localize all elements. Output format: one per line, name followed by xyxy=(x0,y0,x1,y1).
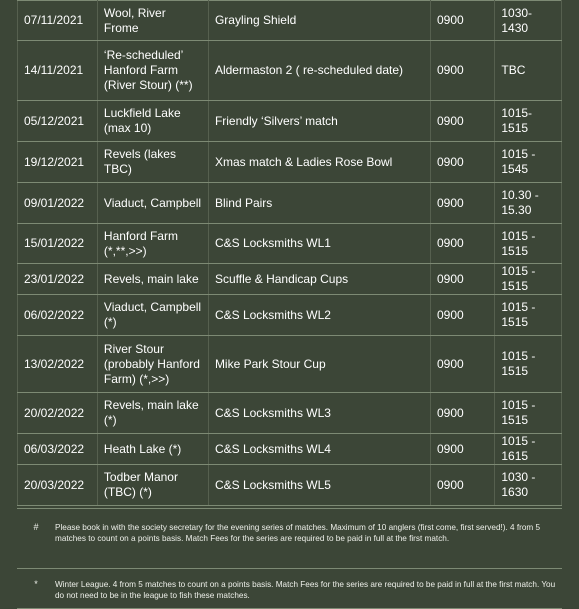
table-row xyxy=(18,465,562,506)
slot-cell: 1015 - 1515 xyxy=(495,295,562,336)
date-cell: 23/01/2022 xyxy=(18,264,98,295)
note-text: Winter League. 4 from 5 matches to count on a points basis. Match Fees for the series are required to be paid in full at the first match. You do not need to be in the league to fish these matches. xyxy=(55,569,562,609)
venue-cell: Wool, River Frome xyxy=(97,1,208,41)
date-cell: 15/01/2022 xyxy=(18,224,98,264)
date-cell: 19/12/2021 xyxy=(18,142,98,183)
slot-cell: 1030-1430 xyxy=(495,1,562,41)
time-cell: 0900 xyxy=(430,434,494,465)
venue-cell: Viaduct, Campbell xyxy=(97,183,208,224)
table-row xyxy=(18,336,562,393)
match-cell: C&S Locksmiths WL2 xyxy=(208,295,430,336)
slot-cell: 1015 - 1545 xyxy=(495,142,562,183)
venue-cell: Revels (lakes TBC) xyxy=(97,142,208,183)
slot-cell: 10.30 - 15.30 xyxy=(495,183,562,224)
venue-cell: Revels, main lake xyxy=(97,264,208,295)
slot-cell: 1015-1515 xyxy=(495,101,562,142)
note-row xyxy=(17,509,562,569)
match-cell: C&S Locksmiths WL5 xyxy=(208,465,430,506)
match-cell: C&S Locksmiths WL3 xyxy=(208,393,430,434)
table-row xyxy=(18,264,562,295)
slot-cell: 1015 - 1515 xyxy=(495,224,562,264)
table-row xyxy=(18,183,562,224)
match-cell: C&S Locksmiths WL4 xyxy=(208,434,430,465)
time-cell: 0900 xyxy=(430,183,494,224)
venue-cell: ‘Re-scheduled’ Hanford Farm (River Stour) (**) xyxy=(97,41,208,101)
notes-table xyxy=(17,508,562,609)
venue-cell: Todber Manor (TBC) (*) xyxy=(97,465,208,506)
note-text: Please book in with the society secretary for the evening series of matches. Maximum of 10 anglers (first come, first served!). 4 from 5 matches to count on a points basis. Match Fees for the series are required to be paid in full at the first match. xyxy=(55,509,562,569)
venue-cell: Revels, main lake (*) xyxy=(97,393,208,434)
note-row xyxy=(17,569,562,609)
slot-cell: 1015 - 1515 xyxy=(495,336,562,393)
note-symbol: * xyxy=(17,569,55,609)
date-cell: 07/11/2021 xyxy=(18,1,98,41)
date-cell: 05/12/2021 xyxy=(18,101,98,142)
date-cell: 06/02/2022 xyxy=(18,295,98,336)
time-cell: 0900 xyxy=(430,295,494,336)
time-cell: 0900 xyxy=(430,393,494,434)
table-row xyxy=(18,295,562,336)
fixtures-table xyxy=(17,0,562,506)
date-cell: 20/03/2022 xyxy=(18,465,98,506)
match-cell: C&S Locksmiths WL1 xyxy=(208,224,430,264)
note-symbol: # xyxy=(17,509,55,569)
time-cell: 0900 xyxy=(430,224,494,264)
table-row xyxy=(18,393,562,434)
match-cell: Xmas match & Ladies Rose Bowl xyxy=(208,142,430,183)
date-cell: 06/03/2022 xyxy=(18,434,98,465)
slot-cell: 1015 - 1515 xyxy=(495,264,562,295)
table-row xyxy=(18,224,562,264)
slot-cell: TBC xyxy=(495,41,562,101)
match-cell: Friendly ‘Silvers’ match xyxy=(208,101,430,142)
date-cell: 09/01/2022 xyxy=(18,183,98,224)
match-cell: Grayling Shield xyxy=(208,1,430,41)
time-cell: 0900 xyxy=(430,41,494,101)
time-cell: 0900 xyxy=(430,1,494,41)
date-cell: 13/02/2022 xyxy=(18,336,98,393)
match-cell: Mike Park Stour Cup xyxy=(208,336,430,393)
venue-cell: Heath Lake (*) xyxy=(97,434,208,465)
table-row xyxy=(18,434,562,465)
match-cell: Scuffle & Handicap Cups xyxy=(208,264,430,295)
time-cell: 0900 xyxy=(430,465,494,506)
table-row xyxy=(18,101,562,142)
date-cell: 20/02/2022 xyxy=(18,393,98,434)
match-cell: Aldermaston 2 ( re-scheduled date) xyxy=(208,41,430,101)
venue-cell: Viaduct, Campbell (*) xyxy=(97,295,208,336)
table-row xyxy=(18,1,562,41)
time-cell: 0900 xyxy=(430,336,494,393)
date-cell: 14/11/2021 xyxy=(18,41,98,101)
venue-cell: River Stour (probably Hanford Farm) (*,>>) xyxy=(97,336,208,393)
time-cell: 0900 xyxy=(430,101,494,142)
slot-cell: 1030 - 1630 xyxy=(495,465,562,506)
match-cell: Blind Pairs xyxy=(208,183,430,224)
slot-cell: 1015 - 1615 xyxy=(495,434,562,465)
venue-cell: Luckfield Lake (max 10) xyxy=(97,101,208,142)
table-row xyxy=(18,142,562,183)
venue-cell: Hanford Farm (*,**,>>) xyxy=(97,224,208,264)
time-cell: 0900 xyxy=(430,142,494,183)
time-cell: 0900 xyxy=(430,264,494,295)
table-row xyxy=(18,41,562,101)
slot-cell: 1015 - 1515 xyxy=(495,393,562,434)
